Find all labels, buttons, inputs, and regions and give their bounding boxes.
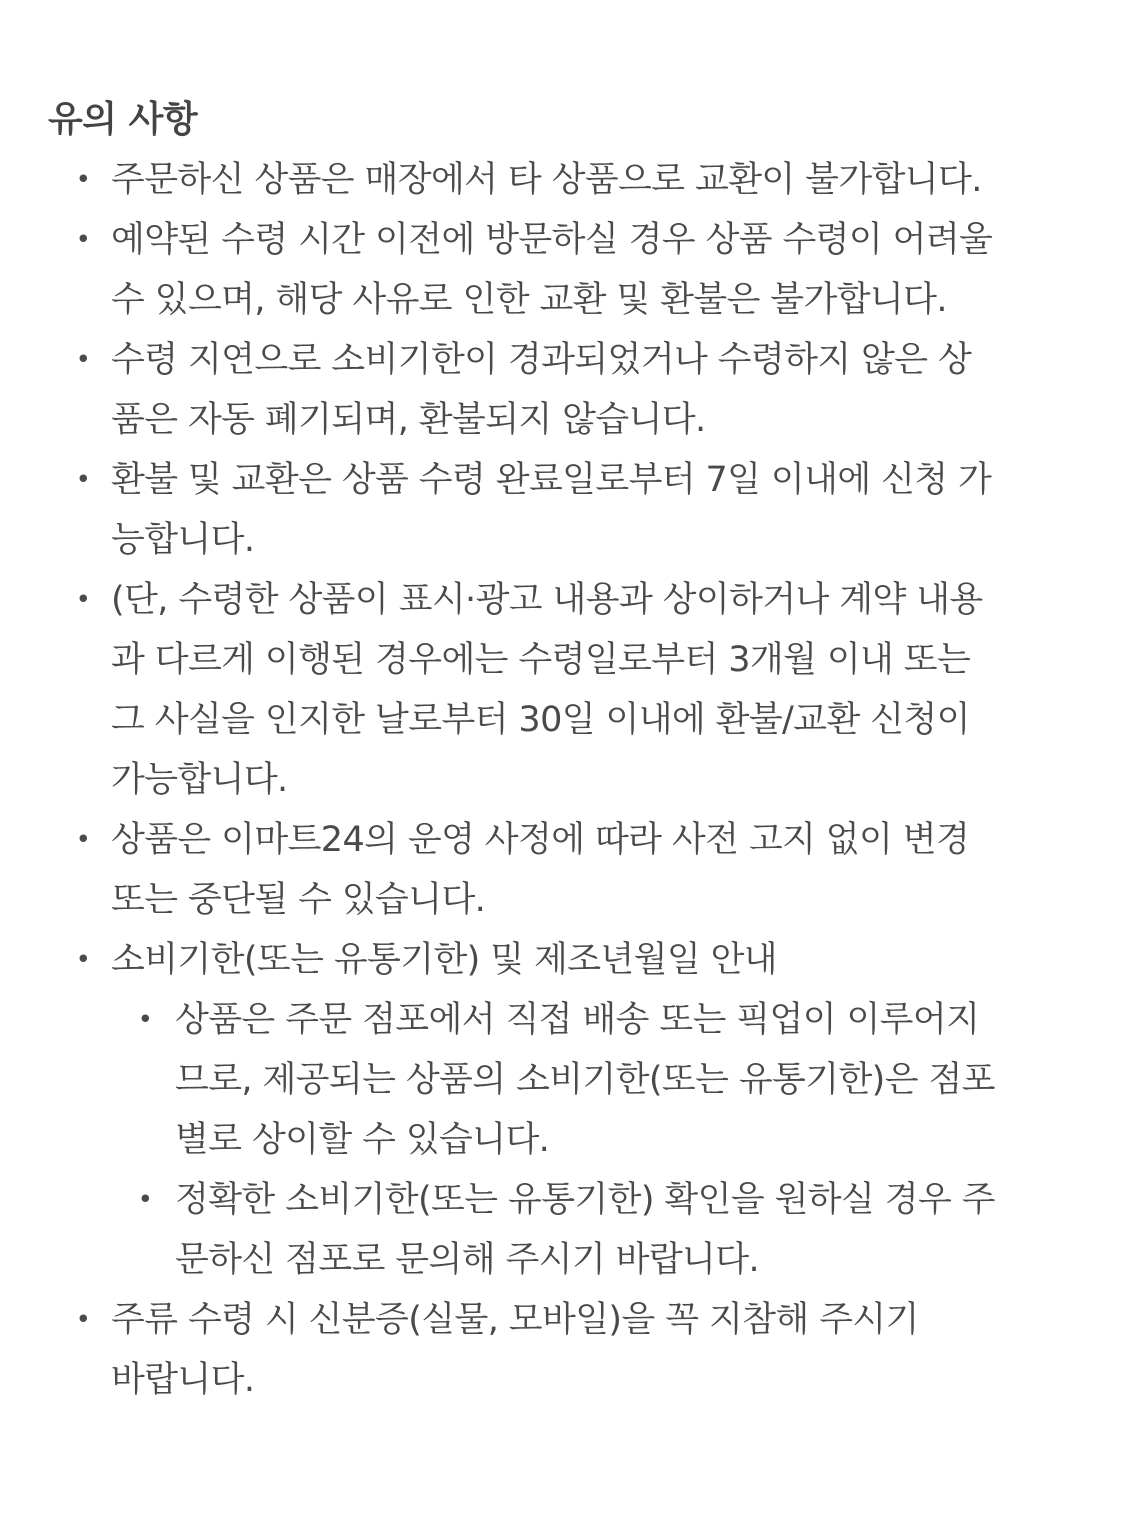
bullet-icon: • [75, 1305, 91, 1335]
bullet-icon: • [75, 345, 91, 375]
bullet-icon: • [75, 225, 91, 255]
notice-item-text [111, 450, 1069, 570]
notice-title: 유의 사항 [48, 99, 198, 140]
notice-item [0, 810, 1125, 930]
text-line: 과 다르게 이행된 경우에는 수령일로부터 3개월 이내 또는 [111, 640, 971, 680]
text-line: 환불 및 교환은 상품 수령 완료일로부터 7일 이내에 신청 가 [111, 460, 992, 500]
text-line: 주문하신 상품은 매장에서 타 상품으로 교환이 불가합니다. [111, 160, 982, 200]
text-line: 예약된 수령 시간 이전에 방문하실 경우 상품 수령이 어려울 [111, 220, 993, 260]
text-line: 소비기한(또는 유통기한) 및 제조년월일 안내 [111, 940, 777, 980]
notice-sub-item-text [175, 1170, 1069, 1290]
text-line: 또는 중단될 수 있습니다. [111, 880, 486, 920]
text-line: 능합니다. [111, 520, 255, 560]
notice-item [0, 450, 1125, 570]
text-line: 주류 수령 시 신분증(실물, 모바일)을 꼭 지참해 주시기 [111, 1300, 919, 1340]
notice-item [0, 330, 1125, 450]
notice-item-text [111, 1290, 1069, 1410]
notice-item [0, 1290, 1125, 1410]
text-line: 가능합니다. [111, 760, 288, 800]
text-line: 상품은 주문 점포에서 직접 배송 또는 픽업이 이루어지 [175, 1000, 980, 1040]
text-line: 품은 자동 폐기되며, 환불되지 않습니다. [111, 400, 706, 440]
text-line: 상품은 이마트24의 운영 사정에 따라 사전 고지 없이 변경 [111, 820, 970, 860]
bullet-icon: • [75, 825, 91, 855]
notice-item-text [111, 150, 1069, 210]
bullet-icon: • [137, 1185, 153, 1215]
notice-item-text [111, 330, 1069, 450]
bullet-icon: • [75, 165, 91, 195]
notice-item-text [111, 570, 1069, 810]
bullet-icon: • [137, 1005, 153, 1035]
text-line: 수령 지연으로 소비기한이 경과되었거나 수령하지 않은 상 [111, 340, 972, 380]
bullet-icon: • [75, 465, 91, 495]
notice-sub-item [111, 1170, 1069, 1290]
bullet-icon: • [75, 945, 91, 975]
text-line: 그 사실을 인지한 날로부터 30일 이내에 환불/교환 신청이 [111, 700, 970, 740]
text-line: 정확한 소비기한(또는 유통기한) 확인을 원하실 경우 주 [175, 1180, 995, 1220]
notice-item-text [111, 810, 1069, 930]
notice-item-text [111, 210, 1069, 330]
notice-sub-list [111, 990, 1069, 1290]
text-line: 문하신 점포로 문의해 주시기 바랍니다. [175, 1240, 759, 1280]
text-line: 므로, 제공되는 상품의 소비기한(또는 유통기한)은 점포 [175, 1060, 995, 1100]
text-line: 바랍니다. [111, 1360, 255, 1400]
notice-item [0, 930, 1125, 1290]
notice-sub-item-text [175, 990, 1069, 1170]
notice-item [0, 150, 1125, 210]
text-line: 별로 상이할 수 있습니다. [175, 1120, 550, 1160]
notice-item [0, 210, 1125, 330]
notice-list [0, 150, 1125, 1410]
bullet-icon: • [75, 585, 91, 615]
notice-item [0, 570, 1125, 810]
notice-sub-item [111, 990, 1069, 1170]
text-line: 수 있으며, 해당 사유로 인한 교환 및 환불은 불가합니다. [111, 280, 947, 320]
notice-item-text [111, 930, 1069, 990]
text-line: (단, 수령한 상품이 표시·광고 내용과 상이하거나 계약 내용 [111, 580, 983, 620]
